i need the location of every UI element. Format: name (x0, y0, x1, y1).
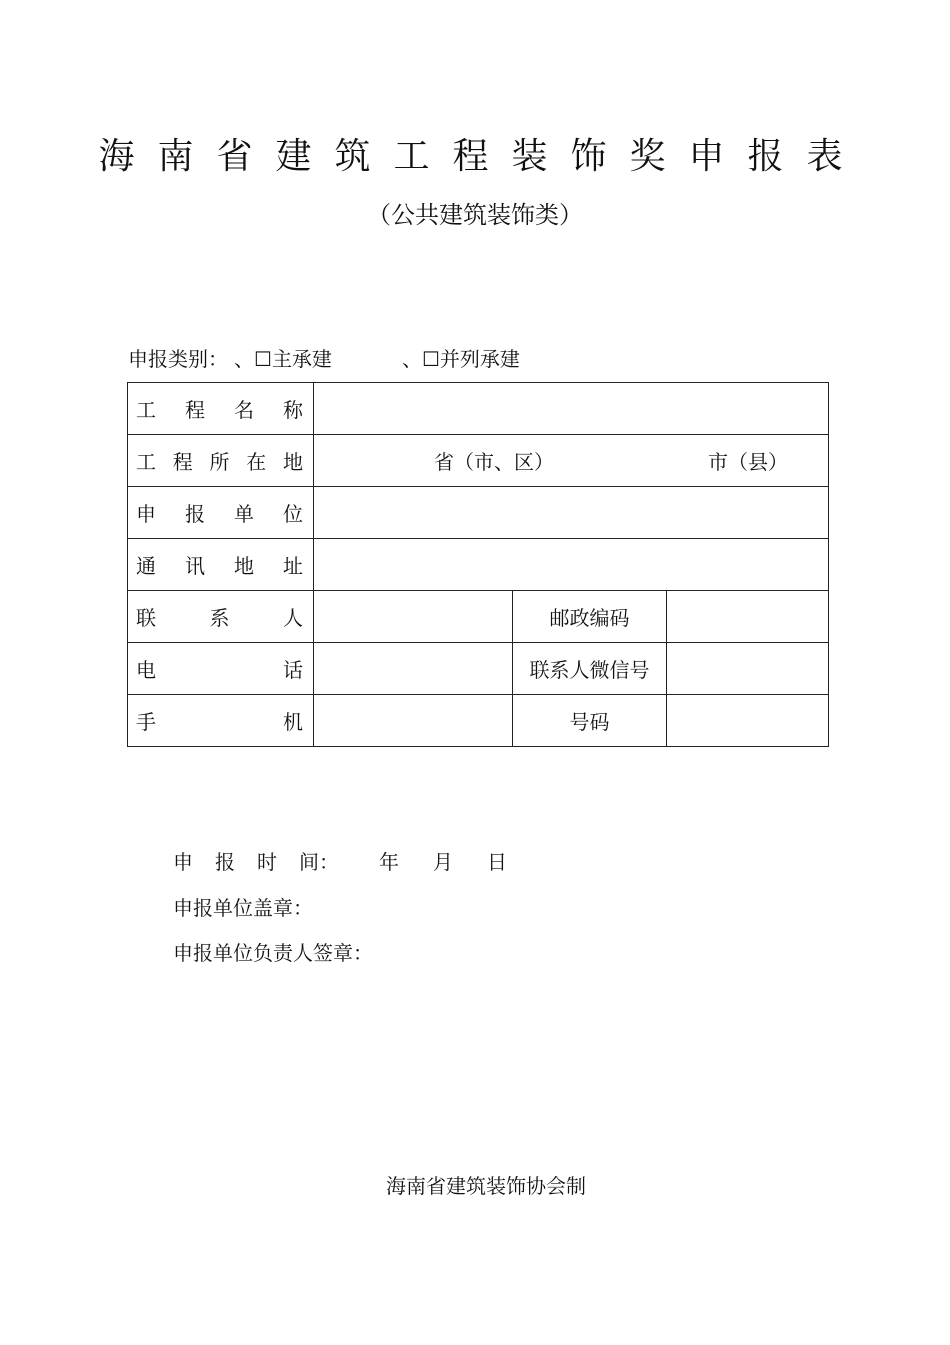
row-address (128, 539, 829, 591)
address-label (128, 539, 314, 591)
label-char: 申 (136, 502, 156, 526)
city-text: 市（县） (708, 450, 788, 474)
label-char: 址 (283, 554, 303, 578)
label-char: 地 (234, 554, 254, 578)
category-label: 申报类别： (128, 347, 228, 371)
applicant-label (128, 487, 314, 539)
label-char: 报 (215, 850, 235, 874)
label-char: 人 (283, 606, 303, 630)
applicant-seal-label: 申报单位盖章： (173, 896, 313, 920)
option-prefix: 、 (401, 347, 422, 371)
row-mobile (128, 695, 829, 747)
wechat-label: 联系人微信号 (513, 643, 667, 695)
option-label: 并列承建 (439, 347, 520, 371)
label-char: 时 (257, 850, 277, 874)
phone-field[interactable] (314, 643, 513, 695)
label-char: 手 (136, 710, 156, 734)
label-char: 机 (283, 710, 303, 734)
form-title: 海南省建筑工程装饰奖申报表 (98, 136, 866, 177)
mobile-label (128, 695, 314, 747)
date-label (173, 846, 339, 875)
number-field[interactable] (667, 695, 829, 747)
project-location-label (128, 435, 314, 487)
label-char: 在 (246, 450, 267, 474)
mobile-field[interactable] (314, 695, 513, 747)
option-joint-contractor[interactable] (402, 343, 520, 372)
option-label: 主承建 (271, 347, 332, 371)
address-field[interactable] (314, 539, 829, 591)
label-char: 程 (185, 398, 205, 422)
label-char: 程 (172, 450, 193, 474)
project-name-field[interactable] (314, 383, 829, 435)
row-project-location (128, 435, 829, 487)
applicant-field[interactable] (314, 487, 829, 539)
label-char: 所 (209, 450, 230, 474)
day-label: 日 (487, 850, 507, 874)
label-char: 申 (173, 850, 193, 874)
label-char: 通 (136, 554, 156, 578)
postcode-label: 邮政编码 (513, 591, 667, 643)
checkbox-icon[interactable]: ☐ (254, 347, 272, 371)
label-char: 报 (185, 502, 205, 526)
contact-field[interactable] (314, 591, 513, 643)
label-char: 联 (136, 606, 156, 630)
phone-label (128, 643, 314, 695)
checkbox-icon[interactable]: ☐ (421, 347, 440, 371)
row-applicant (128, 487, 829, 539)
row-contact (128, 591, 829, 643)
form-subtitle: （公共建筑装饰类） (367, 201, 583, 229)
wechat-field[interactable] (667, 643, 829, 695)
contact-label (128, 591, 314, 643)
label-char: 工 (136, 450, 156, 474)
postcode-field[interactable] (667, 591, 829, 643)
label-char: 讯 (185, 554, 205, 578)
label-char: 位 (283, 502, 303, 526)
label-char: 间： (299, 850, 339, 874)
label-char: 系 (209, 606, 230, 630)
label-char: 单 (234, 502, 254, 526)
label-char: 地 (283, 450, 303, 474)
label-char: 工 (136, 398, 156, 422)
application-date (173, 846, 541, 875)
application-category (128, 343, 520, 372)
application-form-table (127, 382, 829, 747)
month-label: 月 (433, 850, 453, 874)
date-fields[interactable] (379, 846, 541, 875)
row-phone (128, 643, 829, 695)
number-label: 号码 (513, 695, 667, 747)
option-main-contractor[interactable] (234, 343, 332, 372)
label-char: 话 (283, 658, 303, 682)
project-name-label (128, 383, 314, 435)
option-prefix: 、 (234, 347, 254, 371)
responsible-person-signature-label: 申报单位负责人签章： (173, 941, 373, 965)
label-char: 电 (136, 658, 156, 682)
label-char: 名 (234, 398, 254, 422)
issuer-footer: 海南省建筑装饰协会制 (386, 1174, 586, 1198)
project-location-field[interactable] (314, 435, 829, 487)
province-text: 省（市、区） (434, 450, 554, 474)
row-project-name (128, 383, 829, 435)
year-label: 年 (379, 850, 399, 874)
label-char: 称 (283, 398, 303, 422)
